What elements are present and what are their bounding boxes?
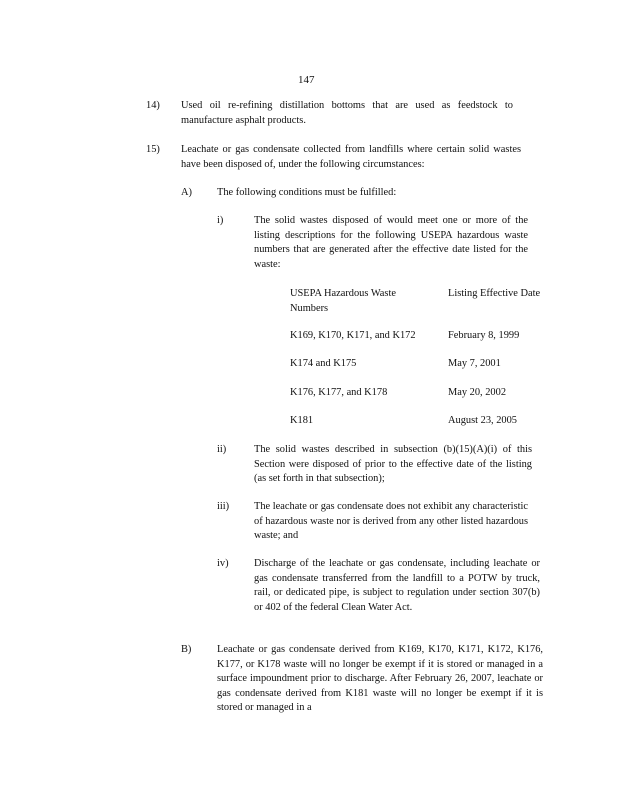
table-row-date: August 23, 2005 xyxy=(448,415,517,426)
clause-ii-roman: ii) xyxy=(217,444,227,455)
table-row-date: May 7, 2001 xyxy=(448,358,501,369)
clause-iii-roman: iii) xyxy=(217,501,230,512)
table-row-date: February 8, 1999 xyxy=(448,330,520,341)
clause-iii-text: The leachate or gas condensate does not exhibit any characteristic of hazardous waste nor is derived from any other listed hazardous waste; and xyxy=(254,501,528,541)
table-header-waste-numbers: USEPA Hazardous Waste Numbers xyxy=(290,288,396,314)
table-header-effective-date: Listing Effective Date xyxy=(448,288,541,299)
table-row-date: May 20, 2002 xyxy=(448,387,507,398)
table-row: K181 xyxy=(290,415,314,426)
item-14-text: Used oil re-refining distillation bottoms that are used as feedstock to manufacture asphalt products. xyxy=(181,100,513,126)
table-row: K169, K170, K171, and K172 xyxy=(290,330,416,341)
item-14-number: 14) xyxy=(146,100,160,111)
subitem-a-letter: A) xyxy=(181,187,192,198)
item-15-text: Leachate or gas condensate collected from landfills where certain solid wastes have been disposed of, under the following circumstances: xyxy=(181,144,521,170)
page-number: 147 xyxy=(298,74,315,86)
table-row: K176, K177, and K178 xyxy=(290,387,388,398)
table-row: K174 and K175 xyxy=(290,358,357,369)
subitem-b-text: Leachate or gas condensate derived from K169, K170, K171, K172, K176, K177, or K178 waste will no longer be exempt if it is stored or managed in a surface impoundment prior to discharge. After February 26, 2007, leachate or gas condensate derived from K181 waste will no longer be exempt if it is stored or managed in a xyxy=(217,644,543,713)
clause-iv-text: Discharge of the leachate or gas condensate, including leachate or gas condensate transferred from the landfill to a POTW by truck, rail, or dedicated pipe, is subject to regulation under section 307(b) or 402 of the federal Clean Water Act. xyxy=(254,558,540,613)
clause-ii-text: The solid wastes described in subsection (b)(15)(A)(i) of this Section were disposed of prior to the effective date of the listing (as set forth in that subsection); xyxy=(254,444,532,484)
item-15-number: 15) xyxy=(146,144,160,155)
clause-i-roman: i) xyxy=(217,215,224,226)
clause-iv-roman: iv) xyxy=(217,558,229,569)
clause-i-text: The solid wastes disposed of would meet one or more of the listing descriptions for the following USEPA hazardous waste numbers that are generated after the effective date listed for the waste: xyxy=(254,215,528,270)
subitem-b-letter: B) xyxy=(181,644,192,655)
subitem-a-text: The following conditions must be fulfilled: xyxy=(217,187,397,198)
